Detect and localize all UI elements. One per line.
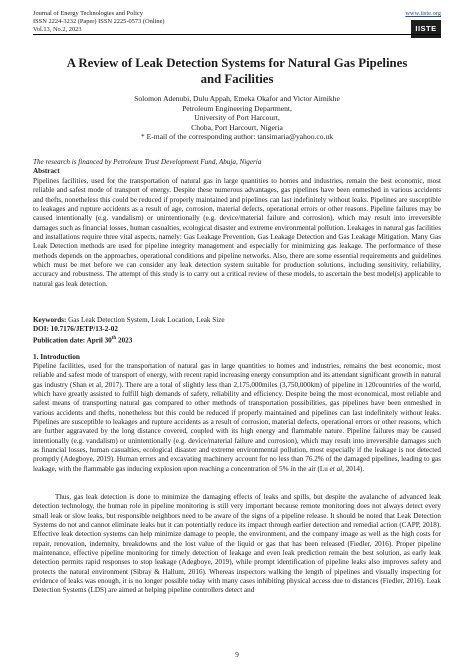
doi-line bbox=[33, 325, 441, 334]
page-number: 9 bbox=[235, 651, 239, 659]
journal-header bbox=[33, 10, 441, 35]
pubdate-year: 2023 bbox=[116, 336, 133, 345]
keywords-value: Gas Leak Detection System, Leak Location, Leak Size bbox=[66, 316, 225, 324]
intro-p1-text: Pipeline facilities, used for the transportation of natural gas in large quantities to homes and industries, remains the best economic, most reliable and safest mode of transport of energy, with recent rapid increasing energy consumption and its attendant significant growth in natural gas industry (Shan et al, 2017). There are a total of slightly less than 2,175,000miles (3,750,000km) of pipeline in 120countries of the world, which have greatly assisted to fulfill high demands of safety, reliability and efficiency. Despite being the most economical, most reliable and safest means of transporting natural gas compared to other methods of transportation possibilities, gas pipelines have been enmeshed in various accidents and thefts, nonetheless but this could be reduced if properly maintained and pipelines can last indefinitely without leaks. Pipelines are susceptible to leakages and rupture accidents as a result of corrosion, material defects, operational errors or other reasons, which are further aggravated by the long distance covered, coupled with its high energy and flammable nature. Pipeline failures may be caused intentionally (e.g. vandalism) or unintentionally (e.g. device/material failure and corrosion), which may result into irreversible damages such as financial losses, human casualties, ecological disaster and extreme environmental pollution, most especially if the leakage is not detected promptly (Adegboye, 2019). Human errors and excavating machinery account for no less than 76.2% of the damaged pipelines, leading to gas leakage, with the flammable gas inducing explosion upon reaching a concentration of 5% in the air (Lu bbox=[33, 362, 441, 473]
intro-p1-end: , 2014). bbox=[342, 464, 365, 473]
author-university: University of Port Harcourt, bbox=[194, 113, 280, 123]
abstract-heading: Abstract bbox=[33, 167, 60, 175]
introduction-paragraph-2: Thus, gas leak detection is done to minimize the damaging effects of leaks and spills, but despite the avalanche of advanced leak detection technology, the human role in pipeline monitoring is still very important because remote monitoring does not always detect every small leak or slow leaks, but responsible neighbors need to be aware of the signs of a pipeline release. It should be noted that Leak Detection Systems do not and cannot eliminate leaks but it can potentially reduce its impact through earlier detection and remedial action (CAPP, 2018). Effective leak detection systems can help minimize damage to people, the environment, and the company image as well as the high costs for repair, renovation, indemnity, breakdowns and the lost value of the liquid or gas that has been released (Fiedler, 2016). Proper pipeline maintenance, effective pipeline monitoring for timely detection of leakage and even leak prediction remain the best solution, as early leak detection permits rapid responses to stop leakage (Adegboye, 2019), while prompt identification of pipeline leaks also improves safety and protects the natural environment (Sibray & Hallum, 2016). Whereas inspectors walking the length of pipelines and visually inspecting for evidence of leaks was enough, it is no longer possible today with many cases inhibiting physical access due to distances (Fiedler, 2016). Leak Detection Systems (LDS) are aimed at helping pipeline controllers detect and bbox=[33, 493, 441, 595]
journal-issn: ISSN 2224-3232 (Paper) ISSN 2225-0573 (Online) bbox=[33, 18, 165, 26]
paper-title bbox=[40, 56, 434, 87]
pubdate-label: Publication date: bbox=[33, 336, 86, 345]
journal-url-link[interactable]: www.iiste.org bbox=[405, 10, 441, 17]
journal-name: Journal of Energy Technologies and Policy bbox=[33, 10, 143, 17]
abstract-text: Pipelines facilities, used for the transportation of natural gas in large quantities to homes and industries, remain the best economic, most reliable and safest mode of transport of energy. Despite these numerous advantages, gas pipelines have been enmeshed in various accidents and thefts, nonetheless this could be reduced if properly maintained and pipelines can last indefinitely without leaks. Pipelines are susceptible to leakages and rupture accidents as a result of age, corrosion, material defects, operational errors or other reasons. Pipeline failures may be caused intentionally (e.g. vandalism) or unintentionally (e.g. device/material failure and corrosion), which may result into irreversible damages such as financial losses, human casualties, ecological disaster and extreme environmental pollution. Leakages in natural gas facilities and installations require three vital aspects, namely: Gas Leakage Prevention, Gas Leakage Detection and Gas Leakage Mitigation. Many Gas Leak Detection methods are used for pipeline integrity management and especially for minimizing gas leakage. The performance of these methods depends on the approaches, operational conditions and pipeline networks. Also, there are some essential requirements and guidelines which must be met before we can consider any leak detection system suitable for production solutions, including sensitivity, reliability, accuracy and robustness. The attempt of this study is to carry out a critical review of these models, to ascertain the best model(s) applicable to natural gas leak detection. bbox=[33, 177, 441, 288]
section-introduction-heading: 1. Introduction bbox=[33, 352, 80, 361]
publication-date-line bbox=[33, 334, 441, 346]
header-divider bbox=[33, 34, 441, 35]
iiste-logo: IISTE bbox=[411, 20, 441, 38]
paper-title-line-1: A Review of Leak Detection Systems for Natural Gas Pipelines bbox=[66, 56, 408, 70]
author-location: Choba, Port Harcourt, Nigeria bbox=[191, 122, 283, 132]
introduction-paragraph-1 bbox=[33, 362, 441, 474]
paper-title-line-2: and Facilities bbox=[200, 71, 274, 86]
author-department: Petroleum Engineering Department, bbox=[182, 103, 292, 113]
keywords-label: Keywords: bbox=[33, 316, 67, 324]
pubdate-suffix: th bbox=[111, 336, 117, 341]
corresponding-email: * E-mail of the corresponding author: tansimaria@yahoo.co.uk bbox=[140, 132, 334, 142]
doi-value: 10.7176/JETP/13-2-02 bbox=[48, 325, 118, 333]
journal-volume: Vol.13, No.2, 2023 bbox=[33, 26, 82, 34]
intro-p1-etal: et al bbox=[329, 464, 343, 473]
keywords-line bbox=[33, 316, 441, 325]
doi-label: DOI: bbox=[33, 325, 49, 333]
pubdate-main: April 30 bbox=[85, 336, 112, 345]
funding-note: The research is financed by Petroleum Trust Development Fund, Abuja, Nigeria bbox=[33, 158, 262, 166]
author-names: Solomon Adenubi, Dulu Appah, Emeka Okafor and Victor Aimikhe bbox=[134, 94, 340, 103]
author-block bbox=[40, 94, 434, 142]
